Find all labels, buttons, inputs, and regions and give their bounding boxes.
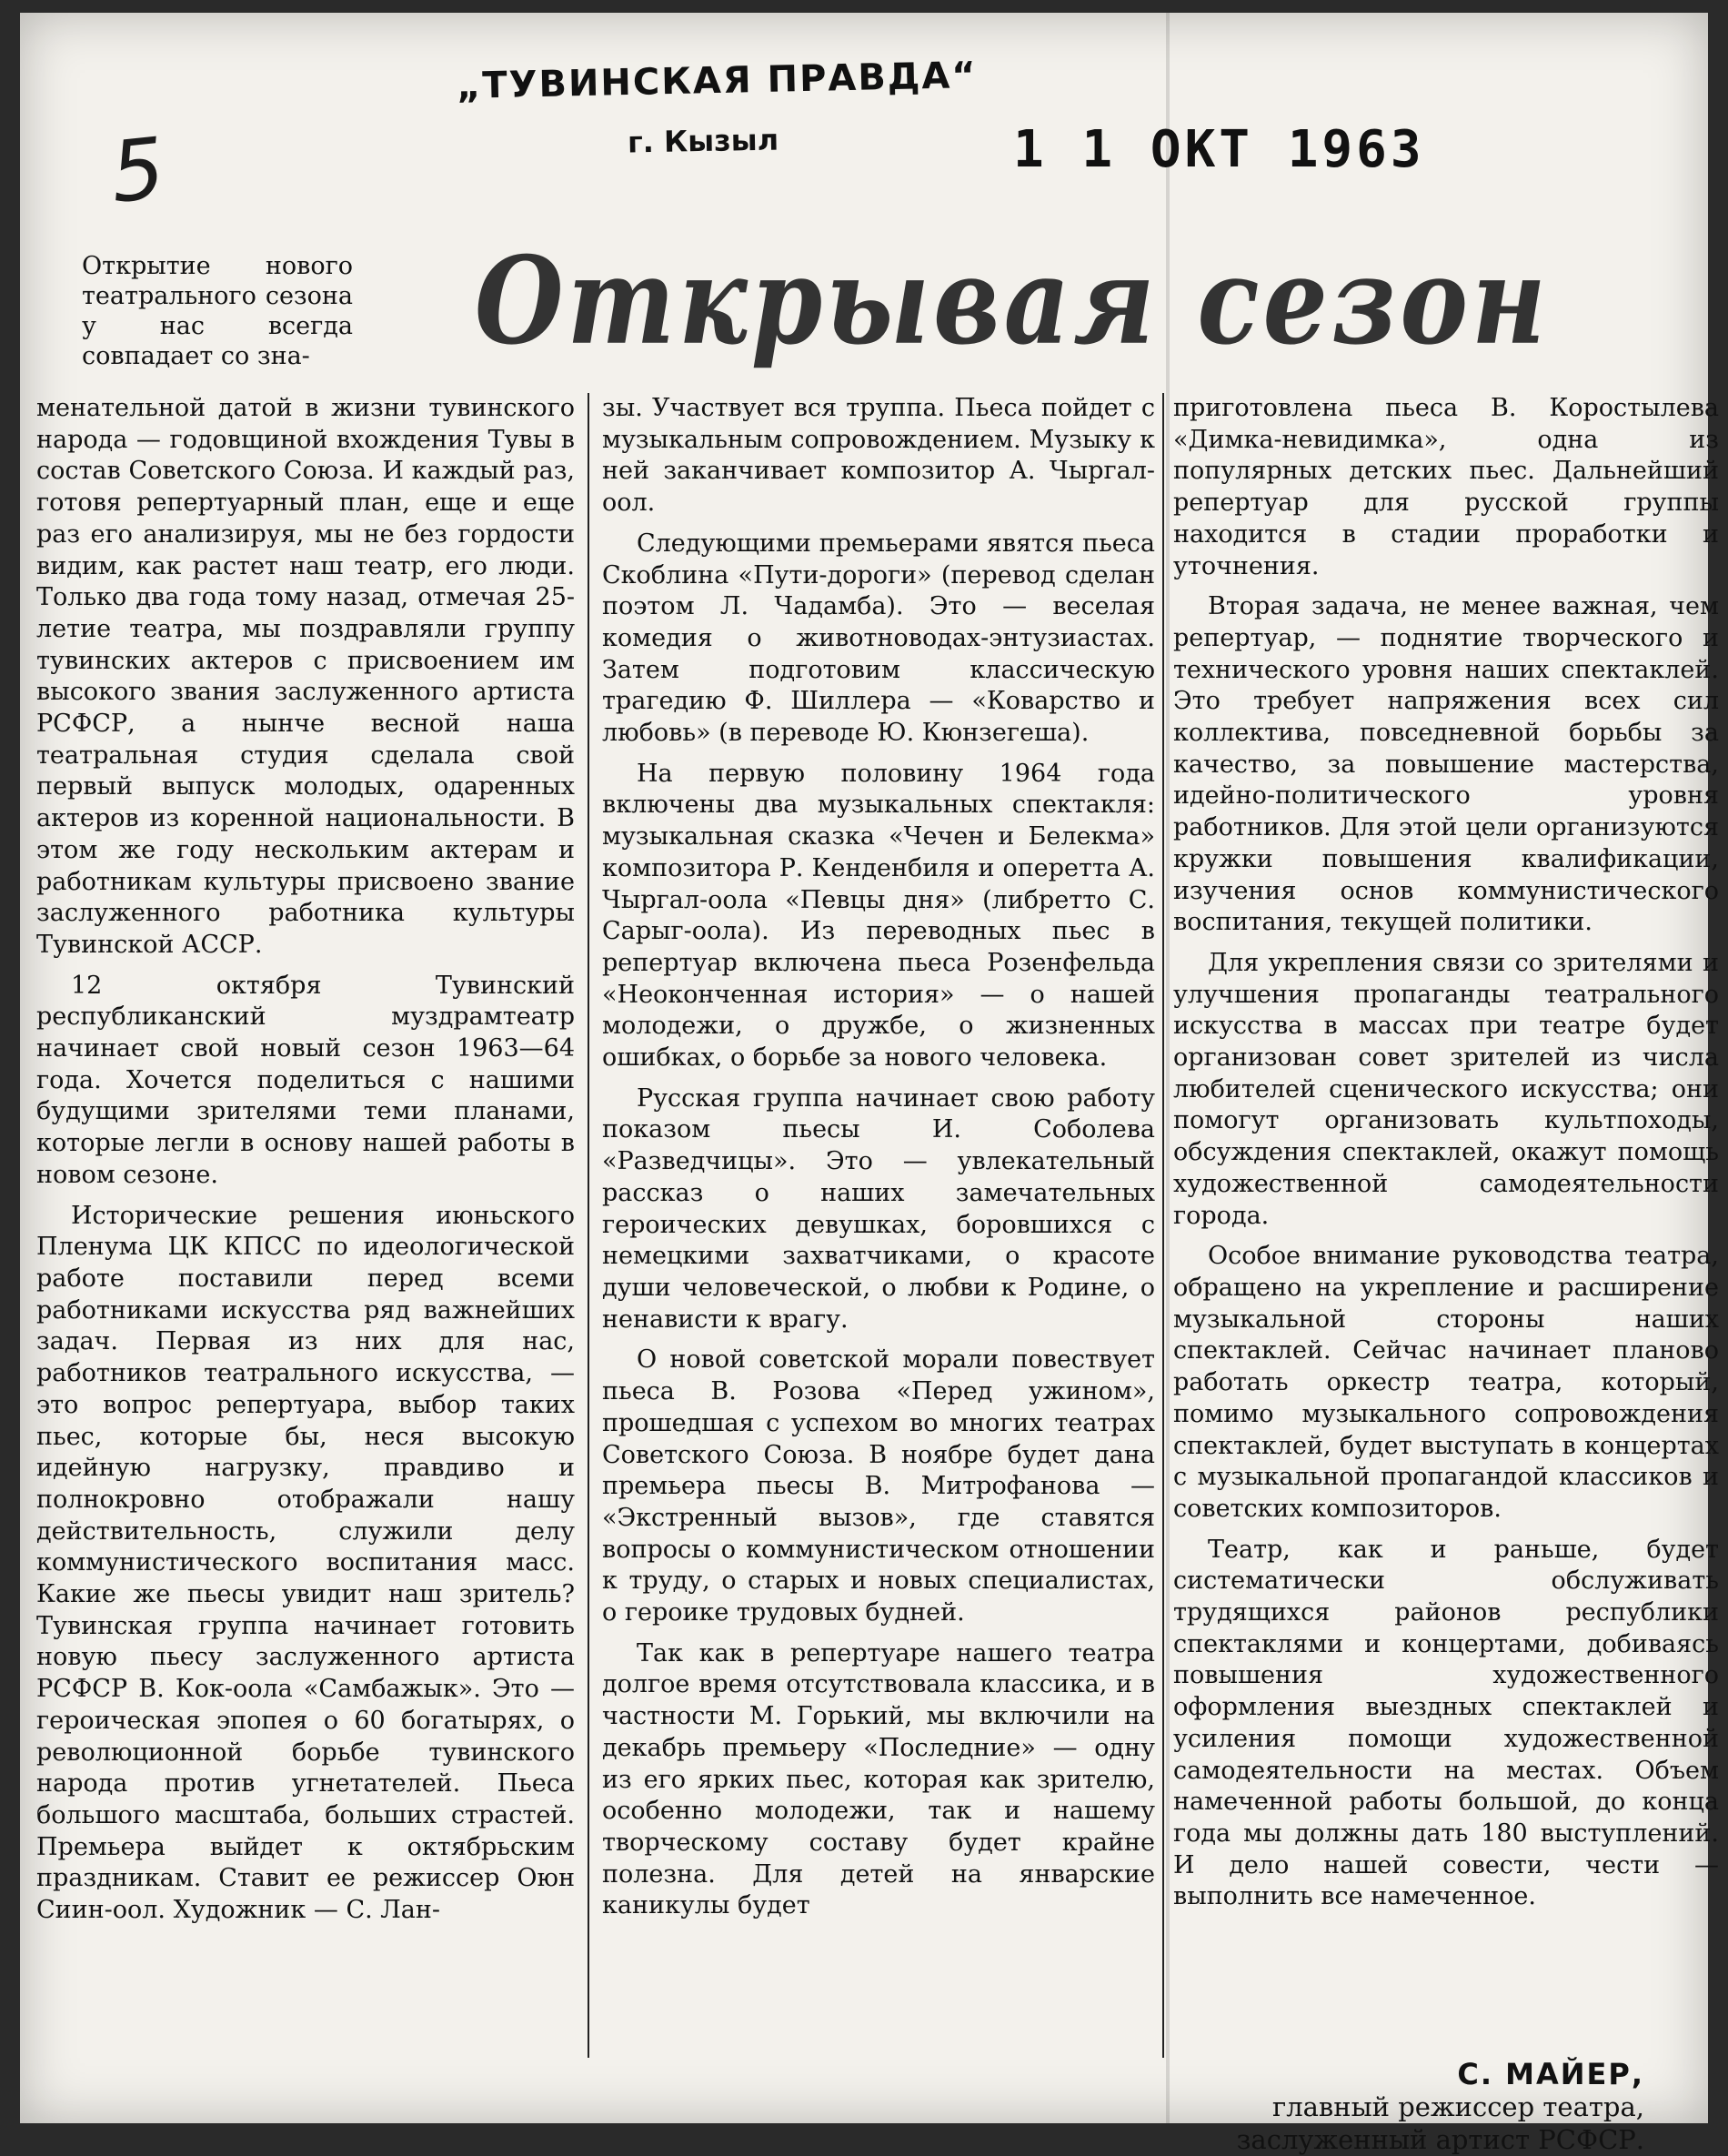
column-divider — [1162, 393, 1164, 2058]
paragraph: Исторические решения июньского Пленума ЦК КПСС по идеологической работе поставили перед всеми работниками искусства ряд важнейших задач. Первая из них для нас, работников театрального искусства, — это вопрос репертуара, выбор таких пьес, которые бы, неся высокую идейную нагрузку, правдиво и полнокровно отображали нашу действительность, служили делу коммунистического воспитания масс. Какие же пьесы увидит наш зритель? Тувинская группа начинает готовить новую пьесу заслуженного артиста РСФСР В. Кок-оола «Самбажык». Это — героическая эпопея о 60 богатырях, о революционной борьбе тувинского народа против угнетателей. Пьеса большого масштаба, больших страстей. Премьера выйдет к октябрьским праздникам. Ставит ее режиссер Оюн Сиин-оол. Художник — С. Лан- — [36, 1201, 575, 1925]
paragraph: Следующими премьерами явятся пьеса Скоблина «Пути-дороги» (перевод сделан поэтом Л. Чадамба). Это — веселая комедия о животноводах-энтузиастах. Затем подготовим классическую трагедию Ф. Шиллера — «Коварство и любовь» (в переводе Ю. Кюнзегеша). — [602, 529, 1155, 748]
paragraph: Для укрепления связи со зрителями и улучшения пропаганды театрального искусства в массах при театре будет организован совет зрителей из числа любителей сценического искусства; они помогут организовать культпоходы, обсуждения спектаклей, окажут помощь художественной самодеятельности города. — [1173, 948, 1719, 1230]
paragraph: Особое внимание руководства театра, обращено на укрепление и расширение музыкальной стороны наших спектаклей. Сейчас начинает планово работать оркестр театра, который, помимо музыкального сопровождения спектаклей, будет выступать в концертах с музыкальной пропагандой классиков и советских композиторов. — [1173, 1242, 1719, 1523]
column-3 — [1173, 393, 1719, 1913]
paragraph: 12 октября Тувинский республиканский муздрамтеатр начинает свой новый сезон 1963—64 года. Хочется поделиться с нашими будущими зрителями теми планами, которые легли в основу нашей работы в новом сезоне. — [36, 971, 575, 1189]
paragraph: зы. Участвует вся труппа. Пьеса пойдет с музыкальным сопровождением. Музыку к ней заканчивает композитор А. Чыргал-оол. — [602, 394, 1155, 518]
date-stamp: 1 1 ОКТ 1963 — [1013, 120, 1425, 179]
author-title: заслуженный артист РСФСР. — [1236, 2124, 1644, 2155]
article-headline: Открывая сезон — [475, 231, 1550, 372]
paragraph: Так как в репертуаре нашего театра долгое время отсутствовала классика, и в частности М. Горький, мы включили на декабрь премьеру «Последние» — одну из его ярких пьес, которая как зрителю, особенно молодежи, так и нашему творческому составу будет крайне полезна. Для детей на январские каникулы будет — [602, 1638, 1155, 1920]
paragraph: Театр, как и раньше, будет систематически обслуживать трудящихся районов республики спектаклями и концертами, добиваясь повышения художественного оформления выездных спектаклей и усиления помощи художественной самодеятельности на местах. Объем намеченной работы большой, до конца года мы должны дать 180 выступлений. И дело нашей совести, чести — выполнить все намеченное. — [1173, 1535, 1719, 1911]
author-name: С. МАЙЕР, — [1457, 2057, 1644, 2091]
paragraph: Русская группа начинает свою работу показом пьесы И. Соболева «Разведчицы». Это — увлекательный рассказ о наших замечательных героических девушках, боровшихся с немецкими захватчиками, о красоте души человеческой, о любви к Родине, о ненависти к врагу. — [602, 1083, 1155, 1334]
newspaper-title: „ТУВИНСКАЯ ПРАВДА“ — [456, 55, 979, 107]
column-1 — [36, 393, 575, 1927]
paragraph: О новой советской морали повествует пьеса В. Розова «Перед ужином», прошедшая с успехом во многих театрах Советского Союза. В ноябре будет дана премьера пьесы В. Митрофанова — «Экстренный вызов», где ставятся вопросы о коммунистическом отношении к труду, о старых и новых специалистах, о героике трудовых будней. — [602, 1345, 1155, 1627]
handwritten-number: 5 — [105, 119, 169, 222]
column-2 — [602, 393, 1155, 1922]
article-lead: Открытие нового театрального сезона у нас всегда совпадает со зна- — [82, 252, 353, 370]
paragraph: приготовлена пьеса В. Коростылева «Димка-невидимка», одна из популярных детских пьес. Дальнейший репертуар для русской группы находится в стадии проработки и уточнения. — [1173, 394, 1719, 580]
author-title: главный режиссер театра, — [1272, 2091, 1644, 2122]
paragraph: Вторая задача, не менее важная, чем репертуар, — поднятие творческого и технического уровня наших спектаклей. Это требует напряжения всех сил коллектива, повседневной борьбы за качество, за повышение мастерства, идейно-политического уровня работников. Для этой цели организуются кружки повышения квалификации, изучения основ коммунистического воспитания, текущей политики. — [1173, 592, 1719, 937]
newspaper-clipping — [20, 13, 1719, 2155]
paragraph: На первую половину 1964 года включены два музыкальных спектакля: музыкальная сказка «Чечен и Белекма» композитора Р. Кенденбиля и оперетта А. Чыргал-оола «Певцы дня» (либретто С. Сарыг-оола). Из переводных пьес в репертуар включена пьеса Розенфельда «Неоконченная история» — о нашей молодежи, о дружбе, о жизненных ошибках, о борьбе за нового человека. — [602, 759, 1155, 1073]
author-signature — [1237, 2058, 1644, 2156]
column-divider — [588, 393, 589, 2058]
paragraph: менательной датой в жизни тувинского народа — годовщиной вхождения Тувы в состав Советского Союза. И каждый раз, готовя репертуарный план, еще и еще раз его анализируя, мы не без гордости видим, как растет наш театр, его люди. Только два года тому назад, отмечая 25-летие театра, мы поздравляли группу тувинских актеров с присвоением им высокого звания заслуженного артиста РСФСР, а нынче весной наша театральная студия сделала свой первый выпуск молодых, одаренных актеров из коренной национальности. В этом же году нескольким актерам и работникам культуры присвоено звание заслуженного работника культуры Тувинской АССР. — [36, 394, 575, 959]
city-label: г. Кызыл — [627, 122, 779, 160]
